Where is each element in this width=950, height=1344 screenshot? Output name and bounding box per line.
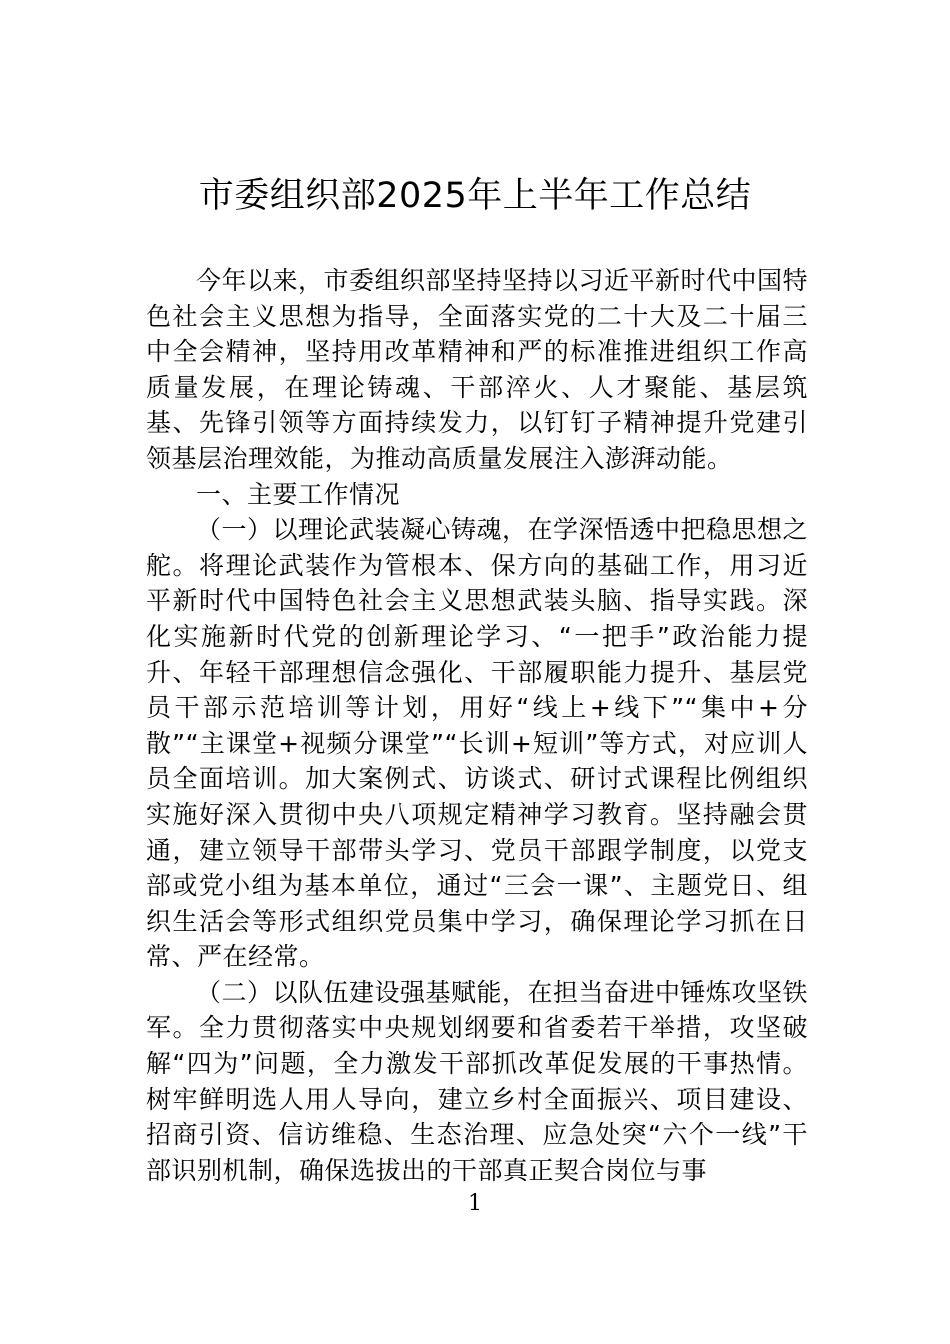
document-title: 市委组织部2025年上半年工作总结 <box>198 176 752 216</box>
subsection-paragraph-1: （一）以理论武装凝心铸魂，在学深悟透中把稳思想之舵。将理论武装作为管根本、保方向的基础工作，用习近平新时代中国特色社会主义思想武装头脑、指导实践。深化实施新时代党的创新理论学习、“一把手”政治能力提升、年轻干部理想信念强化、干部履职能力提升、基层党员干部示范培训等计划，用好“线上+线下”“集中+分散”“主课堂+视频分课堂”“长训+短训”等方式，对应训人员全面培训。加大案例式、访谈式、研讨式课程比例组织实施好深入贯彻中央八项规定精神学习教育。坚持融会贯通，建立领导干部带头学习、党员干部跟学制度，以党支部或党小组为基本单位，通过“三会一课”、主题党日、组织生活会等形式组织党员集中学习，确保理论学习抓在日常、严在经常。 <box>146 515 809 972</box>
subsection-paragraph-2: （二）以队伍建设强基赋能，在担当奋进中锤炼攻坚铁军。全力贯彻落实中央规划纲要和省委若干举措，攻坚破解“四为”问题，全力激发干部抓改革促发展的干事热情。树牢鲜明选人用人导向，建立乡村全面振兴、项目建设、招商引资、信访维稳、生态治理、应急处突“六个一线”干部识别机制，确保选拔出的干部真正契合岗位与事 <box>146 977 809 1185</box>
page-number: 1 <box>468 1191 482 1216</box>
document-body <box>146 263 808 1188</box>
intro-paragraph: 今年以来，市委组织部坚持坚持以习近平新时代中国特色社会主义思想为指导，全面落实党的二十大及二十届三中全会精神，坚持用改革精神和严的标准推进组织工作高质量发展，在理论铸魂、干部淬火、人才聚能、基层筑基、先锋引领等方面持续发力，以钉钉子精神提升党建引领基层治理效能，为推动高质量发展注入澎湃动能。 <box>146 266 809 473</box>
section-heading: 一、主要工作情况 <box>196 479 401 509</box>
